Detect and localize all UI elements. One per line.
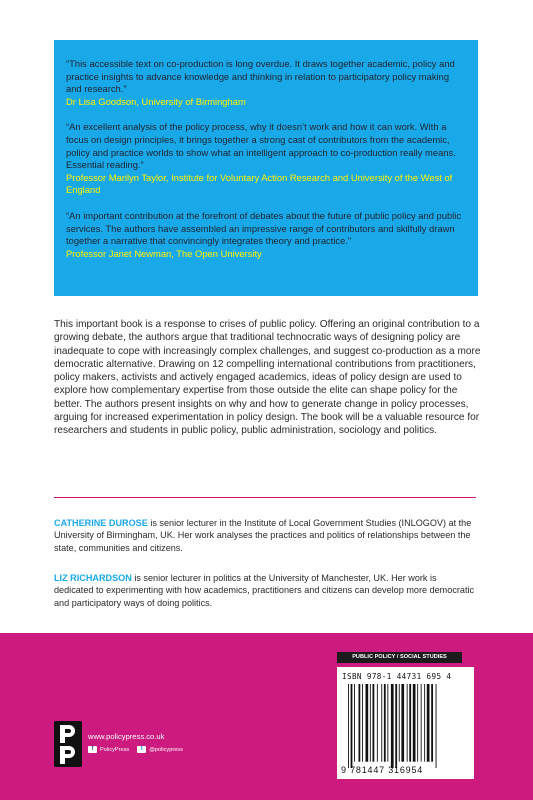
author-bio-durose <box>54 517 478 554</box>
logo-p-bottom-icon <box>57 745 79 765</box>
barcode-bar <box>366 684 369 762</box>
endorsement-attribution: Professor Marilyn Taylor, Institute for Voluntary Action Research and University of the West of England <box>66 171 453 196</box>
barcode-bar <box>387 684 388 762</box>
twitter-handle: @policypress <box>149 746 183 753</box>
barcode-bar <box>391 684 394 768</box>
barcode-bar <box>381 684 382 762</box>
endorsement-text: “An excellent analysis of the policy process, why it doesn’t work and how it can work. With a focus on design principles, it brings together a strong cast of contributors from the academic, policy and practice worlds to show what an intelligent approach to co-production really means. Essential reading.” <box>66 121 456 171</box>
facebook-icon: f <box>88 746 97 753</box>
publisher-url[interactable]: www.policypress.co.uk <box>88 732 165 741</box>
barcode-bar <box>384 684 386 762</box>
barcode-bar <box>348 684 349 768</box>
endorsement-text: “An important contribution at the forefront of debates about the future of public policy and public services. The authors have assembled an impressive range of contributors and skilfully drawn together a narrative that convincingly integrates theory and practice.” <box>66 209 462 247</box>
twitter-icon: t <box>137 746 146 753</box>
barcode-bar <box>362 684 363 762</box>
barcode-bar <box>424 684 425 762</box>
barcode-bar <box>399 684 400 762</box>
facebook-link[interactable] <box>88 746 129 753</box>
section-divider <box>54 497 476 498</box>
author-name: CATHERINE DUROSE <box>54 518 148 528</box>
barcode-bar <box>370 684 371 762</box>
barcode-bar <box>417 684 418 762</box>
logo-p-top-icon <box>57 724 79 744</box>
barcode-bar <box>359 684 361 762</box>
barcode-bar <box>401 684 404 762</box>
subject-category-tag: PUBLIC POLICY / SOCIAL STUDIES <box>337 652 462 663</box>
barcode-bar <box>413 684 416 762</box>
barcode-icon <box>347 684 465 768</box>
endorsements-box <box>54 40 478 296</box>
isbn-barcode-box <box>337 667 474 779</box>
endorsement-1 <box>66 58 466 108</box>
barcode-number: 9 781447 316954 <box>341 765 424 775</box>
endorsement-attribution: Professor Janet Newman, The Open University <box>66 247 262 259</box>
barcode-bar <box>354 684 355 762</box>
barcode-bar <box>436 684 437 768</box>
author-name: LIZ RICHARDSON <box>54 573 132 583</box>
author-bio-richardson <box>54 572 478 609</box>
isbn-label: ISBN 978-1 44731 695 4 <box>342 672 452 681</box>
policy-press-logo-icon <box>54 721 82 767</box>
book-description: This important book is a response to crises of public policy. Offering an original contribution to a growing debate, the authors argue that traditional technocratic ways of designing policy are inadequate to cope with increasingly complex challenges, and suggest co-production as a more democratic alternative. Drawing on 12 compelling international contributions from practitioners, policy makers, activists and actively engaged academics, ideas of policy design are used to explore how complementary expertise from those outside the elite can shape policy for the better. The authors present insights on why and how to generate change in policy processes, arguing for increased experimentation in policy design. The book will be a valuable resource for researchers and students in public policy, public administration, sociology and politics. <box>54 319 481 437</box>
barcode-bar <box>373 684 375 762</box>
barcode-bar <box>407 684 408 762</box>
endorsement-attribution: Dr Lisa Goodson, University of Birmingham <box>66 95 246 107</box>
endorsement-3 <box>66 210 466 260</box>
author-bio-text: is senior lecturer in the Institute of Local Government Studies (INLOGOV) at the University of Birmingham, UK. Her work analyses the practices and politics of relationships between the state, communities and citizens. <box>54 518 472 553</box>
barcode-bar <box>427 684 430 762</box>
endorsement-2 <box>66 121 466 197</box>
endorsement-text: “This accessible text on co-production is long overdue. It draws together academic, policy and practice insights to advance knowledge and thinking in relation to participatory policy making and research.” <box>66 58 455 95</box>
barcode-bar <box>395 684 397 768</box>
barcode-bar <box>421 684 422 762</box>
barcode-bar <box>377 684 378 762</box>
barcode-bar <box>351 684 353 768</box>
barcode-bar <box>409 684 411 762</box>
twitter-link[interactable] <box>137 746 183 753</box>
social-links <box>88 746 183 753</box>
barcode-bar <box>431 684 433 762</box>
author-bio-text: is senior lecturer in politics at the University of Manchester, UK. Her work is dedicated to experimenting with how academics, practitioners and citizens can develop more democratic and participatory ways of doing politics. <box>54 573 475 608</box>
facebook-handle: PolicyPress <box>100 746 130 753</box>
